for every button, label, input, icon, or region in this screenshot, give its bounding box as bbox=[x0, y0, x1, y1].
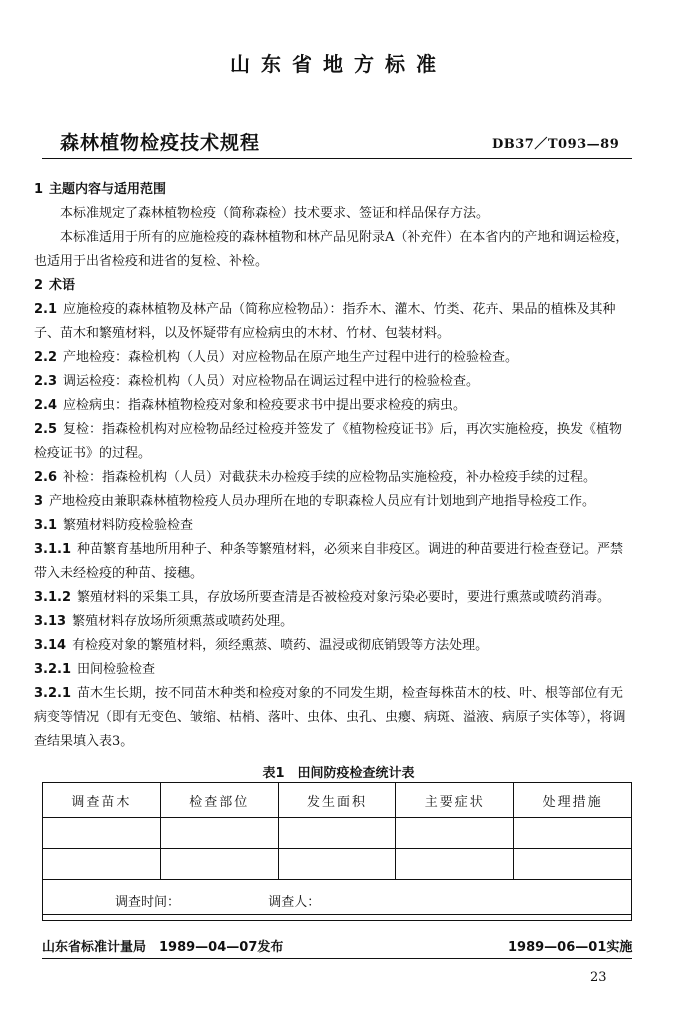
table-cell bbox=[514, 818, 632, 849]
footer-divider bbox=[42, 958, 632, 959]
clause: 3.1 繁殖材料防疫检验检查 bbox=[34, 518, 194, 533]
table-header-cell: 主要症状 bbox=[396, 783, 514, 818]
table-header-cell: 调查苗木 bbox=[43, 783, 161, 818]
table-cell bbox=[160, 849, 278, 880]
title-divider bbox=[42, 158, 632, 159]
table-row bbox=[43, 818, 632, 849]
clause: 2.4 应检病虫：指森林植物检疫对象和检疫要求书中提出要求检疫的病虫。 bbox=[34, 398, 467, 413]
inspection-table bbox=[42, 782, 632, 921]
clause: 2.6 补检：指森检机构（人员）对截获未办检疫手续的应检物品实施检疫，补办检疫手续的过程。 bbox=[34, 470, 597, 485]
table-cell bbox=[43, 849, 161, 880]
table-header-cell: 处理措施 bbox=[514, 783, 632, 818]
clause: 2.3 调运检疫：森检机构（人员）对应检物品在调运过程中进行的检验检查。 bbox=[34, 374, 480, 389]
document-header: 山东省地方标准 bbox=[230, 52, 447, 76]
section-heading: 2 术语 bbox=[34, 278, 76, 293]
clause: 3.14 有检疫对象的繁殖材料，须经熏蒸、喷药、温浸或彻底销毁等方法处理。 bbox=[34, 638, 489, 653]
table-header-cell: 发生面积 bbox=[278, 783, 396, 818]
clause: 3.1.1 种苗繁育基地所用种子、种条等繁殖材料，必须来自非疫区。调进的种苗要进行检查登记。严禁带入未经检疫的种苗、接穗。 bbox=[34, 542, 624, 581]
table-header-row bbox=[43, 783, 632, 818]
section-heading: 1 主题内容与适用范围 bbox=[34, 182, 167, 197]
paragraph: 本标准规定了森林植物检疫（简称森检）技术要求、签证和样品保存方法。 bbox=[60, 206, 490, 221]
publisher-info: 山东省标准计量局 1989—04—07发布 bbox=[42, 940, 284, 955]
table-bottom-rule bbox=[42, 914, 632, 915]
standard-code: DB37／T093—89 bbox=[492, 137, 620, 152]
table-cell bbox=[396, 818, 514, 849]
table-cell bbox=[278, 849, 396, 880]
clause: 2.2 产地检疫：森检机构（人员）对应检物品在原产地生产过程中进行的检验检查。 bbox=[34, 350, 519, 365]
table-row bbox=[43, 849, 632, 880]
clause: 3 产地检疫由兼职森林植物检疫人员办理所在地的专职森检人员应有计划地到产地指导检疫工作。 bbox=[34, 494, 596, 509]
effective-date: 1989—06—01实施 bbox=[508, 940, 633, 955]
table-caption: 表1 田间防疫检查统计表 bbox=[262, 766, 415, 781]
document-title: 森林植物检疫技术规程 bbox=[60, 132, 261, 154]
clause: 2.1 应施检疫的森林植物及林产品（简称应检物品）：指乔木、灌木、竹类、花卉、果品的植株及其种子、苗木和繁殖材料，以及怀疑带有应检病虫的木材、竹材、包装材料。 bbox=[34, 302, 616, 341]
paragraph: 本标准适用于所有的应施检疫的森林植物和林产品见附录A（补充件）在本省内的产地和调运检疫，也适用于出省检疫和进省的复检、补检。 bbox=[34, 230, 629, 269]
clause: 2.5 复检：指森检机构对应检物品经过检疫并签发了《植物检疫证书》后，再次实施检疫，换发《植物检疫证书》的过程。 bbox=[34, 422, 623, 461]
table-cell bbox=[278, 818, 396, 849]
table-cell bbox=[396, 849, 514, 880]
clause: 3.1.2 繁殖材料的采集工具，存放场所要查清是否被检疫对象污染必要时，要进行熏蒸或喷药消毒。 bbox=[34, 590, 611, 605]
table-cell bbox=[160, 818, 278, 849]
table-cell bbox=[43, 818, 161, 849]
clause: 3.2.1 苗木生长期，按不同苗木种类和检疫对象的不同发生期，检查每株苗木的枝、叶、根等部位有无病变等情况（即有无变色、皱缩、枯梢、落叶、虫体、虫孔、虫瘿、病斑、溢液、病原子实体等），将调查结果填入表3。 bbox=[34, 686, 626, 749]
page-number: 23 bbox=[590, 970, 607, 985]
survey-time-label: 调查时间： bbox=[115, 894, 181, 910]
surveyor-label: 调查人： bbox=[268, 894, 321, 910]
document-body bbox=[34, 178, 630, 754]
clause: 3.13 繁殖材料存放场所须熏蒸或喷药处理。 bbox=[34, 614, 294, 629]
clause: 3.2.1 田间检验检查 bbox=[34, 662, 156, 677]
table-cell bbox=[514, 849, 632, 880]
table-header-cell: 检查部位 bbox=[160, 783, 278, 818]
